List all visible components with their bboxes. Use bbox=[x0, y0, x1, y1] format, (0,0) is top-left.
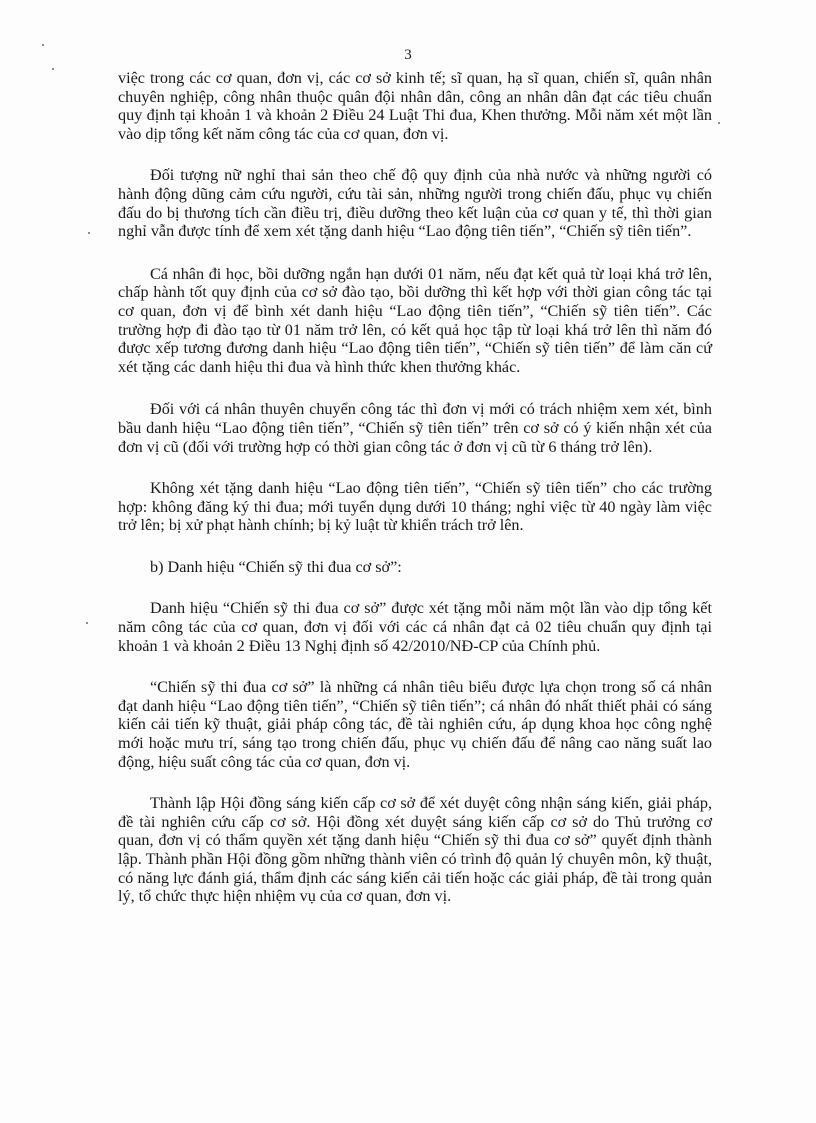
paragraph-council: Thành lập Hội đồng sáng kiến cấp cơ sở để xét duyệt công nhận sáng kiến, giải pháp, đề tài nghiên cứu cấp cơ sở. Hội đồng xét duyệt sáng kiến cấp cơ sở do Thủ trưởng cơ quan, đơn vị có thẩm quyền xét tặng danh hiệu “Chiến sỹ thi đua cơ sở” quyết định thành lập. Thành phần Hội đồng gồm những thành viên có trình độ quản lý chuyên môn, kỹ thuật, có năng lực đánh giá, thẩm định các sáng kiến cải tiến hoặc các giải pháp, đề tài trong quản lý, tổ chức thực hiện nhiệm vụ của cơ quan, đơn vị. bbox=[118, 794, 712, 906]
document-body bbox=[118, 69, 712, 906]
scan-speck bbox=[88, 232, 90, 234]
scan-speck bbox=[718, 122, 720, 124]
section-heading-b: b) Danh hiệu “Chiến sỹ thi đua cơ sở”: bbox=[150, 557, 402, 576]
scan-speck bbox=[86, 622, 88, 624]
paragraph-emulation-title: Danh hiệu “Chiến sỹ thi đua cơ sở” được xét tặng mỗi năm một lần vào dịp tổng kết năm công tác của cơ quan, đơn vị đối với các cá nhân đạt cả 02 tiêu chuẩn quy định tại khoản 1 và khoản 2 Điều 13 Nghị định số 42/2010/NĐ-CP của Chính phủ. bbox=[118, 599, 712, 655]
scan-speck bbox=[52, 68, 54, 70]
paragraph-continuation: việc trong các cơ quan, đơn vị, các cơ sở kinh tế; sĩ quan, hạ sĩ quan, chiến sĩ, quân nhân chuyên nghiệp, công nhân thuộc quân đội nhân dân, công an nhân dân đạt các tiêu chuẩn quy định tại khoản 1 và khoản 2 Điều 24 Luật Thi đua, Khen thưởng. Mỗi năm xét một lần vào dịp tổng kết năm công tác của cơ quan, đơn vị. bbox=[118, 69, 712, 143]
paragraph-exclusions: Không xét tặng danh hiệu “Lao động tiên tiến”, “Chiến sỹ tiên tiến” cho các trường hợp: không đăng ký thi đua; mới tuyển dụng dưới 10 tháng; nghỉ việc từ 40 ngày làm việc trở lên; bị xử phạt hành chính; bị kỷ luật từ khiển trách trở lên. bbox=[118, 479, 712, 535]
paragraph-maternity-leave: Đối tượng nữ nghỉ thai sản theo chế độ quy định của nhà nước và những người có hành động dũng cảm cứu người, cứu tài sản, những người trong chiến đấu, phục vụ chiến đấu do bị thương tích cần điều trị, điều dưỡng theo kết luận của cơ quan y tế, thì thời gian nghỉ vẫn được tính để xem xét tặng danh hiệu “Lao động tiên tiến”, “Chiến sỹ tiên tiến”. bbox=[118, 166, 712, 241]
paragraph-transfer: Đối với cá nhân thuyên chuyển công tác thì đơn vị mới có trách nhiệm xem xét, bình bầu danh hiệu “Lao động tiên tiến”, “Chiến sỹ tiên tiến” trên cơ sở có ý kiến nhận xét của đơn vị cũ (đối với trường hợp có thời gian công tác ở đơn vị cũ từ 6 tháng trở lên). bbox=[118, 400, 712, 456]
page-number: 3 bbox=[404, 47, 412, 63]
paragraph-training: Cá nhân đi học, bồi dưỡng ngắn hạn dưới 01 năm, nếu đạt kết quả từ loại khá trở lên, chấp hành tốt quy định của cơ sở đào tạo, bồi dưỡng thì kết hợp với thời gian công tác tại cơ quan, đơn vị để bình xét danh hiệu “Lao động tiên tiến”, “Chiến sỹ tiên tiến”. Các trường hợp đi đào tạo từ 01 năm trở lên, có kết quả học tập từ loại khá trở lên thì năm đó được xếp tương đương danh hiệu “Lao động tiên tiến”, “Chiến sỹ tiên tiến” để làm căn cứ xét tặng các danh hiệu thi đua và hình thức khen thưởng khác. bbox=[118, 264, 712, 376]
scan-speck bbox=[42, 44, 44, 46]
paragraph-emulation-criteria: “Chiến sỹ thi đua cơ sở” là những cá nhân tiêu biểu được lựa chọn trong số cá nhân đạt danh hiệu “Lao động tiên tiến”, “Chiến sỹ tiên tiến”; cá nhân đó nhất thiết phải có sáng kiến cải tiến kỹ thuật, giải pháp công tác, đề tài nghiên cứu, áp dụng khoa học công nghệ mới hoặc mưu trí, sáng tạo trong chiến đấu, phục vụ chiến đấu để nâng cao năng suất lao động, hiệu suất công tác của cơ quan, đơn vị. bbox=[118, 678, 712, 771]
